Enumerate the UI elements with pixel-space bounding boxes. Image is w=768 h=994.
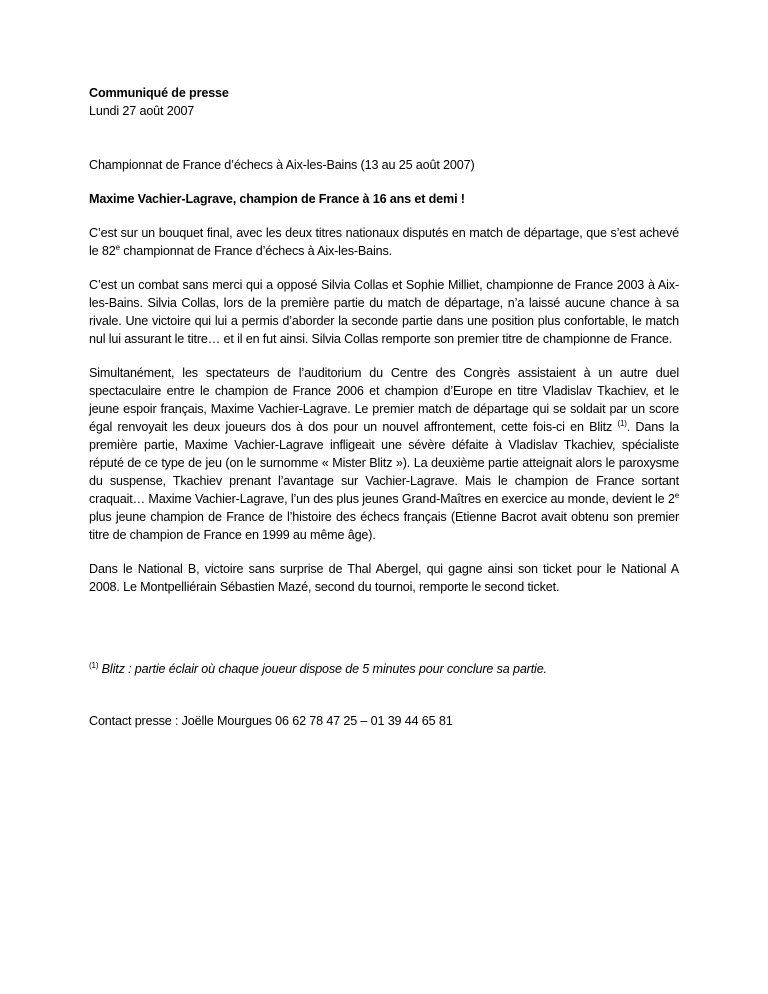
paragraph-men-text-2: . Dans la première partie, Maxime Vachier-Lagrave infligeait une sévère défaite à Vladislav Tkachiev, spécialiste réputé de ce type de jeu (on le surnomme « Mister Blitz »). La deuxième partie atteignait alors le paroxysme du suspense, Tkachiev prenant l’avantage sur Vachier-Lagrave. Mais le champion de France sortant craquait… Maxime Vachier-Lagrave, l’un des plus jeunes Grand-Maîtres en exercice au monde, devient le 2 [89, 420, 679, 506]
press-release-header [89, 84, 679, 120]
superscript-ordinal: e [115, 242, 120, 252]
release-date: Lundi 27 août 2007 [89, 104, 195, 118]
paragraph-intro [89, 224, 679, 260]
paragraph-national-b: Dans le National B, victoire sans surprise de Thal Abergel, qui gagne ainsi son ticket pour le National A 2008. Le Montpelliérain Sébastien Mazé, second du tournoi, remporte le second ticket. [89, 562, 679, 594]
paragraph-women-title: C’est un combat sans merci qui a opposé Silvia Collas et Sophie Milliet, championne de France 2003 à Aix-les-Bains. Silvia Collas, lors de la première partie du match de départage, n’a laissé aucune chance à sa rivale. Une victoire qui lui a permis d’aborder la seconde partie dans une position plus confortable, le match nul lui assurant le titre… et il en fut ainsi. Silvia Collas remporte son premier titre de championne de France. [89, 278, 679, 346]
headline: Maxime Vachier-Lagrave, champion de France à 16 ans et demi ! [89, 192, 465, 206]
paragraph-intro-text-1: C’est sur un bouquet final, avec les deux titres nationaux disputés en match de départage, que s’est achevé le 82 [89, 226, 679, 258]
press-contact: Contact presse : Joëlle Mourgues 06 62 78 47 25 – 01 39 44 65 81 [89, 714, 453, 728]
paragraph-men-text-1: Simultanément, les spectateurs de l’auditorium du Centre des Congrès assistaient à un autre duel spectaculaire entre le champion de France 2006 et champion d’Europe en titre Vladislav Tkachiev, et le jeune espoir français, Maxime Vachier-Lagrave. Le premier match de départage qui se soldait par un score égal renvoyait les deux joueurs dos à dos pour un nouvel affrontement, cette fois-ci en Blitz [89, 366, 679, 434]
paragraph-men-title [89, 364, 679, 544]
paragraph-intro-text-2: championnat de France d’échecs à Aix-les-Bains. [119, 244, 392, 258]
document-title: Communiqué de presse [89, 86, 229, 100]
paragraph-men-text-3: plus jeune champion de France de l’histoire des échecs français (Etienne Bacrot avait obtenu son premier titre de champion de France en 1999 au même âge). [89, 510, 679, 542]
footnote-reference: (1) [617, 418, 627, 428]
footnote-marker: (1) [89, 660, 99, 670]
footnote-text: Blitz : partie éclair où chaque joueur dispose de 5 minutes pour conclure sa partie. [98, 662, 547, 676]
footnote [89, 660, 679, 678]
press-release-page [89, 84, 679, 730]
event-line: Championnat de France d’échecs à Aix-les-Bains (13 au 25 août 2007) [89, 158, 475, 172]
superscript-ordinal-2: e [674, 490, 679, 500]
